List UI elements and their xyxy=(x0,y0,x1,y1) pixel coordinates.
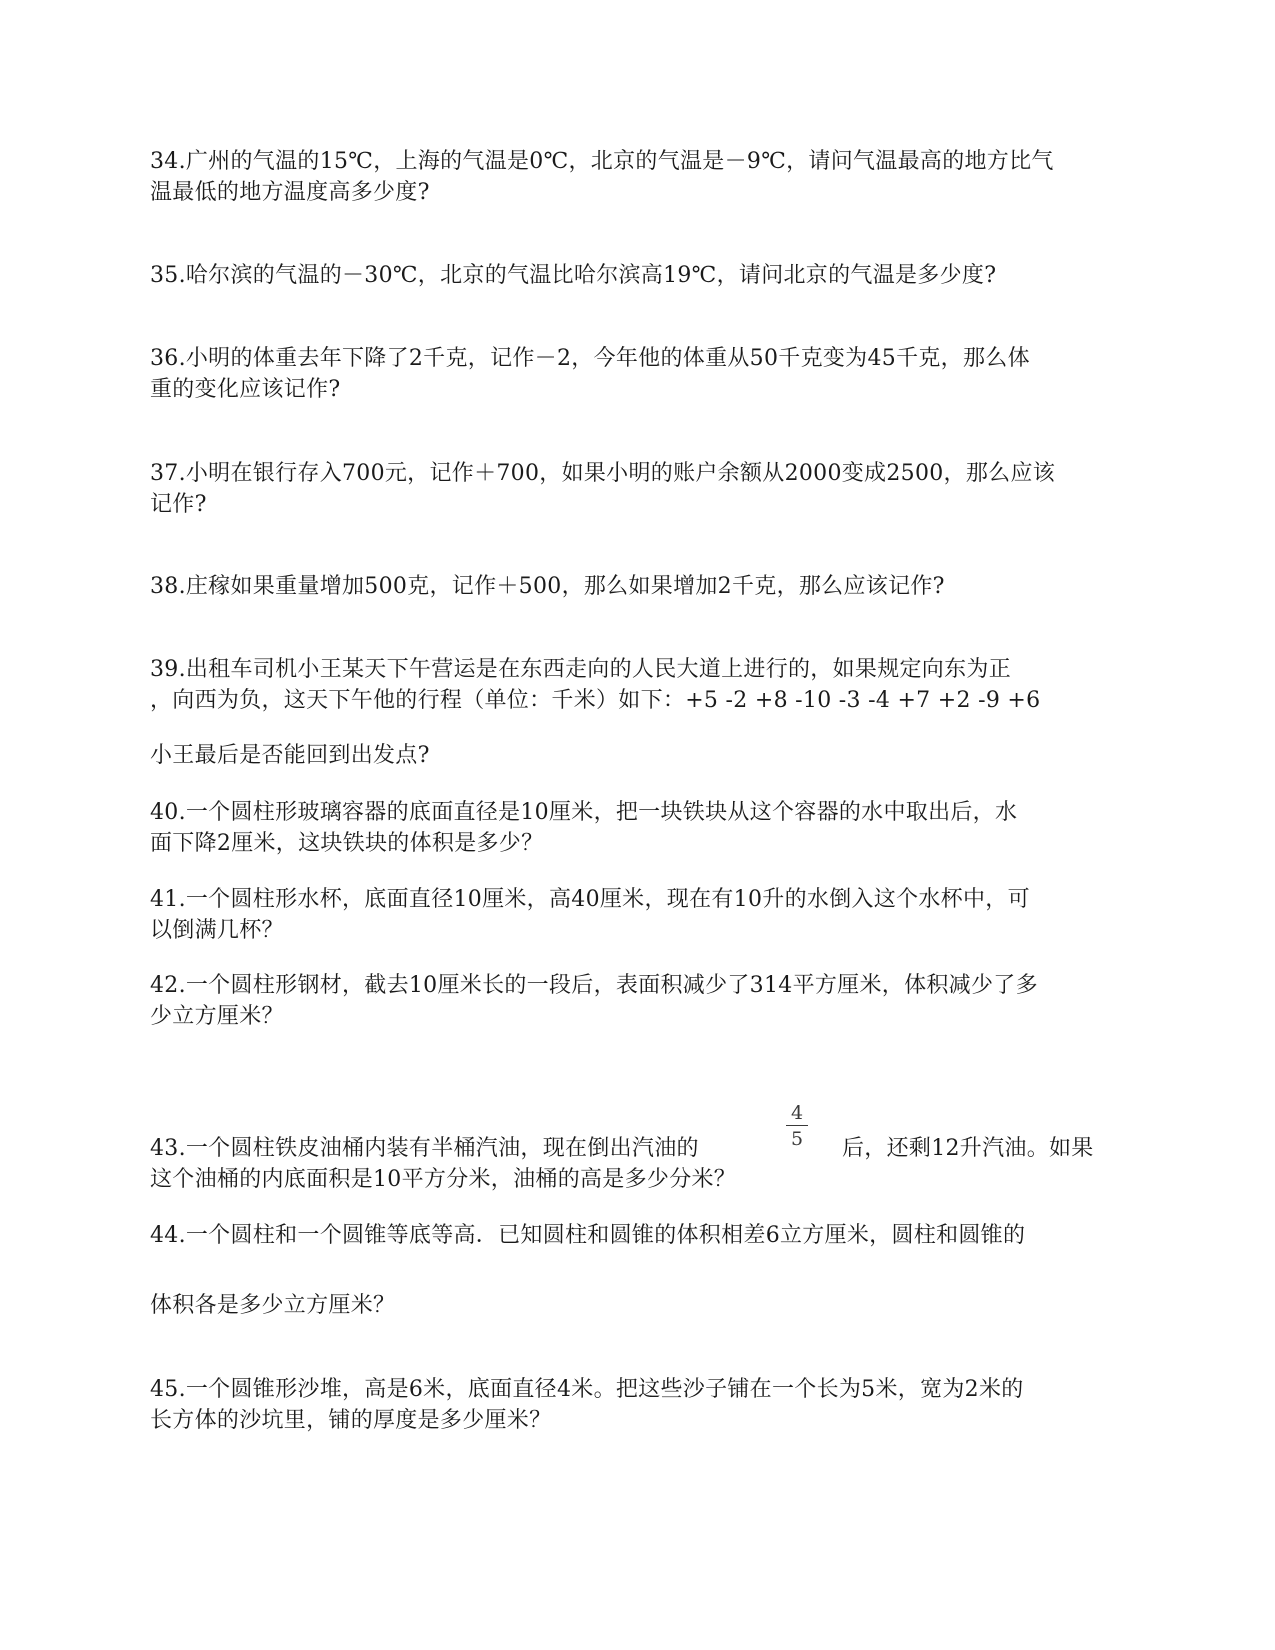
problem-36-line-2: 重的变化应该记作? xyxy=(150,377,341,402)
problem-39-line-1: 39.出租车司机小王某天下午营运是在东西走向的人民大道上进行的，如果规定向东为正 xyxy=(150,657,1011,682)
problem-45-line-2: 长方体的沙坑里，铺的厚度是多少厘米？ xyxy=(150,1408,552,1433)
problem-41-line-1: 41.一个圆柱形水杯，底面直径10厘米，高40厘米，现在有10升的水倒入这个水杯中，可 xyxy=(150,887,1030,912)
problem-43-line-1a: 43.一个圆柱铁皮油桶内装有半桶汽油，现在倒出汽油的 xyxy=(150,1136,699,1161)
problem-39-line-3: 小王最后是否能回到出发点? xyxy=(150,743,430,768)
problem-44-line-2: 体积各是多少立方厘米？ xyxy=(150,1293,396,1318)
problem-45-line-1: 45.一个圆锥形沙堆，高是6米，底面直径4米。把这些沙子铺在一个长为5米，宽为2米的 xyxy=(150,1377,1024,1402)
problem-37-line-1: 37.小明在银行存入700元，记作＋700，如果小明的账户余额从2000变成2500，那么应该 xyxy=(150,461,1056,486)
problem-42-line-2: 少立方厘米？ xyxy=(150,1004,284,1029)
fraction-numerator: 4 xyxy=(790,1102,804,1124)
problem-36-line-1: 36.小明的体重去年下降了2千克，记作－2，今年他的体重从50千克变为45千克，那么体 xyxy=(150,346,1030,371)
problem-42-line-1: 42.一个圆柱形钢材，截去10厘米长的一段后，表面积减少了314平方厘米，体积减少了多 xyxy=(150,973,1038,998)
problem-39-line-2: ，向西为负，这天下午他的行程（单位：千米）如下：+5 -2 +8 -10 -3 -4 +7 +2 -9 +6 xyxy=(150,688,1041,713)
problem-43-line-2: 这个油桶的内底面积是10平方分米，油桶的高是多少分米？ xyxy=(150,1167,737,1192)
problem-38-line-1: 38.庄稼如果重量增加500克，记作＋500，那么如果增加2千克，那么应该记作? xyxy=(150,574,945,599)
problem-44-line-1: 44.一个圆柱和一个圆锥等底等高．已知圆柱和圆锥的体积相差6立方厘米，圆柱和圆锥的 xyxy=(150,1223,1026,1248)
problem-37-line-2: 记作? xyxy=(150,492,207,517)
problem-35-line-1: 35.哈尔滨的气温的－30℃，北京的气温比哈尔滨高19℃，请问北京的气温是多少度? xyxy=(150,263,997,288)
problem-40-line-2: 面下降2厘米，这块铁块的体积是多少？ xyxy=(150,831,544,856)
problem-34-line-1: 34.广州的气温的15℃，上海的气温是0℃，北京的气温是－9℃，请问气温最高的地方比气 xyxy=(150,149,1054,174)
fraction-denominator: 5 xyxy=(790,1128,804,1150)
problem-41-line-2: 以倒满几杯？ xyxy=(150,918,284,943)
fraction-bar xyxy=(786,1125,808,1126)
fraction-four-fifths xyxy=(784,1102,810,1150)
problem-43-line-1b: 后，还剩12升汽油。如果 xyxy=(842,1136,1094,1161)
problem-40-line-1: 40.一个圆柱形玻璃容器的底面直径是10厘米，把一块铁块从这个容器的水中取出后，水 xyxy=(150,800,1018,825)
problem-34-line-2: 温最低的地方温度高多少度? xyxy=(150,180,430,205)
